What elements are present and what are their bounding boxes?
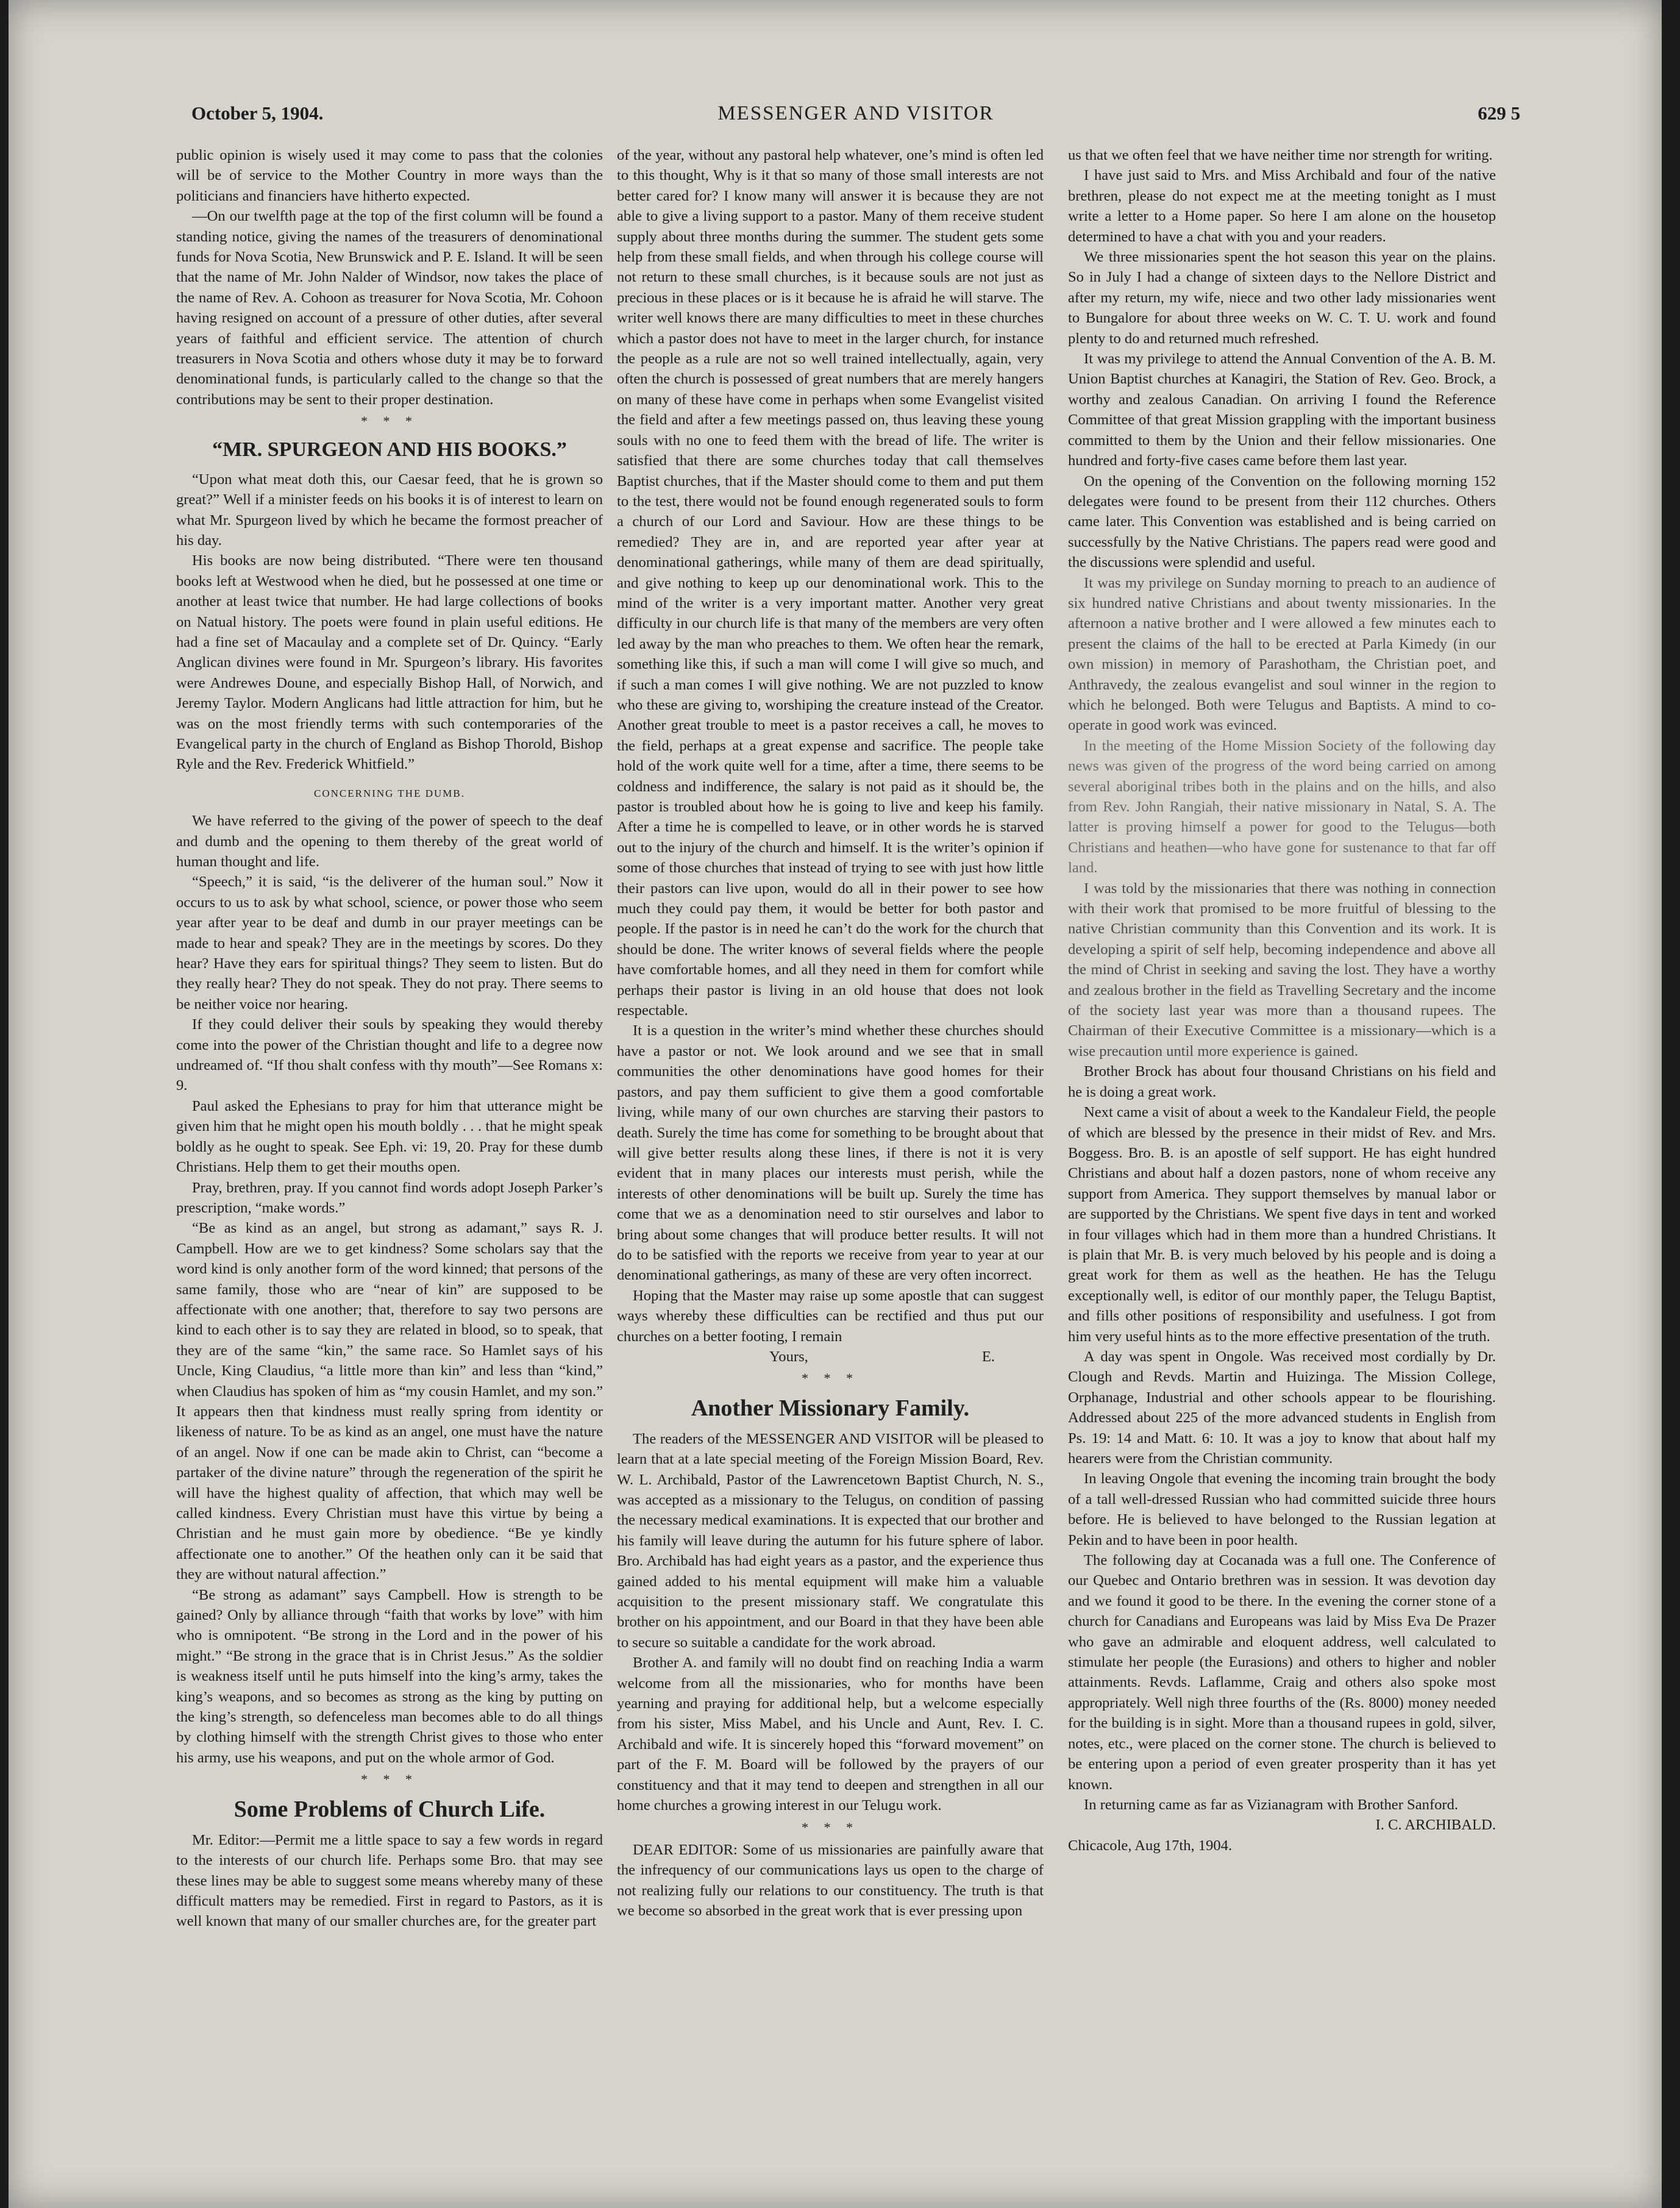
signoff-initial: E. [981, 1348, 995, 1365]
paragraph: I was told by the missionaries that there was nothing in connection with their work that promised to be more fruitful of blessing to the native Christian community than this Convention and its work. It is developing a spirit of self help, becoming independence and above all the mind of Christ in seeking and saving the lost. They have a worthy and zealous brother in the field as Travelling Secretary and the income of the society last year was more than a thousand rupees. The Chairman of their Executive Committee is a missionary—which is a wise precaution until more experience is gained. [1068, 880, 1496, 1059]
paragraph: Hoping that the Master may raise up some apostle that can suggest ways whereby these difficulties can be rectified and thus put our churches on a better footing, I remain [617, 1287, 1044, 1345]
paragraph: In leaving Ongole that evening the incoming train brought the body of a tall well-dressed Russian who had committed suicide three hours before. He is believed to have belonged to the Russian legation at Pekin and to have been in poor health. [1068, 1470, 1496, 1548]
signoff-yours: Yours, [769, 1348, 808, 1365]
paragraph: Paul asked the Ephesians to pray for him that utterance might be given him that he might open his mouth boldly . . . that he might speak boldly as he ought to speak. See Eph. vi: 19, 20. Pray for these dumb Christians. Help them to get their mouths open. [176, 1097, 603, 1176]
section-divider: * * * [361, 1772, 418, 1787]
paragraph: We have referred to the giving of the power of speech to the deaf and dumb and the opening to them thereby of the great world of human thought and life. [176, 813, 603, 870]
paragraph: Mr. Editor:—Permit me a little space to say a few words in regard to the interests of our church life. Perhaps some Bro. that may see these lines may be able to suggest some means whereby many of these difficult matters may be remedied. First in regard to Pastors, as it is well known that many of our smaller churches are, for the greater part [176, 1831, 603, 1930]
page-number: 629 5 [1478, 102, 1520, 124]
paragraph: We three missionaries spent the hot season this year on the plains. So in July I had a change of sixteen days to the Nellore District and after my return, my wife, niece and two other lady missionaries went to Bungalore for about three weeks on W. C. T. U. work and found plenty to do and returned much refreshed. [1068, 249, 1496, 347]
masthead-title: MESSENGER AND VISITOR [717, 102, 994, 124]
paragraph: On the opening of the Convention on the following morning 152 delegates were found to be present from their 112 churches. Others came later. This Convention was established and is being carried on successfully by the Native Christians. The papers read were good and the discussions were splendid and useful. [1068, 472, 1496, 571]
article-heading-spurgeon: “MR. SPURGEON AND HIS BOOKS.” [212, 438, 567, 461]
letter-dateline: Chicacole, Aug 17th, 1904. [1068, 1837, 1233, 1854]
letter-signature: I. C. ARCHIBALD. [1375, 1817, 1496, 1834]
paragraph: It is a question in the writer’s mind whether these churches should have a pastor or not. We look around and we see that in small communities the other denominations have good homes for their pastors, and pay them sufficient to give them a good comfortable living, while many of our own churches are starving their pastors to death. Surely the time has come for something to be brought about that will give better results along these lines, if there is not it is very evident that in many places our interests must perish, while the interests of other denominations will be built up. Surely the time has come that we as a denomination need to stir ourselves and labor to bring about some changes that will produce better results. It will not do to be satisfied with the reports we receive from year to year at our denominational gatherings, as many of these are very often incorrect. [617, 1022, 1044, 1284]
section-divider: * * * [802, 1370, 859, 1386]
column-3 [1068, 145, 1496, 2193]
article-heading-family: Another Missionary Family. [691, 1395, 970, 1421]
paragraph: In returning came as far as Vizianagram with Brother Sanford. [1084, 1796, 1459, 1813]
newspaper-page [9, 0, 1662, 2208]
paragraph: DEAR EDITOR: Some of us missionaries are painfully aware that the infrequency of our communications lays us open to the charge of not realizing fully our relations to our constituency. The truth is that we become so absorbed in the great work that is ever pressing upon [617, 1841, 1044, 1920]
paragraph: Brother Brock has about four thousand Christians on his field and he is doing a great work. [1068, 1063, 1496, 1100]
article-heading-problems: Some Problems of Church Life. [233, 1796, 546, 1822]
paragraph: A day was spent in Ongole. Was received most cordially by Dr. Clough and Revds. Martin and Huizinga. The Mission College, Orphanage, Industrial and other schools appear to be flourishing. Addressed about 225 of the more advanced students in English from Ps. 19: 14 and Matt. 6: 10. It was a joy to know that about half my hearers were from the Christian community. [1068, 1348, 1496, 1467]
paragraph: “Be as kind as an angel, but strong as adamant,” says R. J. Campbell. How are we to get kindness? Some scholars say that the word kind is only another form of the word kinned; that persons of the same family, those who are “near of kin” are supposed to be affectionate with one another; that, therefore to say two persons are kind to each other is to say they are related in blood, so to speak, that they are of the same “kin,” the same race. So Hamlet says of his Uncle, King Claudius, “a little more than kin” and less than “kind,” when Claudius has spoken of him as “my cousin Hamlet, and my son.” It appears then that kindness must really spring from identity or likeness of nature. To be as kind as an angel, one must have the nature of an angel. Now if one can be made akin to Christ, can “become a partaker of the divine nature” through the regeneration of the spirit he will have the highest quality of affection, that which may well be called kindness. Every Christian must have this virtue by being a Christian and he must gain more by obedience. “Be ye kindly affectionate one to another.” Of the heathen only can it be said that they are without natural affection.” [176, 1220, 603, 1583]
paragraph: I have just said to Mrs. and Miss Archibald and four of the native brethren, please do not expect me at the meeting tonight as I must write a letter to a Home paper. So here I am alone on the housetop determined to have a chat with you and your readers. [1068, 167, 1496, 245]
paragraph: If they could deliver their souls by speaking they would thereby come into the power of the Christian thought and life to a degree now undreamed of. “If thou shalt confess with thy mouth”—See Romans x: 9. [176, 1016, 603, 1094]
paragraph: of the year, without any pastoral help whatever, one’s mind is often led to this thought, Why is it that so many of those small interests are not better cared for? I know many will answer it is because they are not able to give a living support to a pastor. Many of them receive student supply about three months during the summer. The student gets some help from these small fields, and when through his college course will not return to these small churches, is it because souls are not just as precious in these places or is it because he is afraid he will starve. The writer well knows there are many difficulties to meet in these churches which a pastor does not have to meet in the larger church, for instance the people as a rule are not so well trained intellectually, again, very often the church is possessed of great numbers that are merely hangers on many of these have come in perhaps when some Evangelist visited the field and after a few meetings passed on, thus leaving these young souls with no one to feed them with the bread of life. The writer is satisfied that there are some churches today that call themselves Baptist churches, that if the Master should come to them and put them to the test, there would not be found enough regenerated souls to form a church of our Lord and Saviour. How are these things to be remedied? They are in, and are reported year after year at denominational gatherings, while many of them are dead spiritually, and give nothing to keep up our denominational work. This to the mind of the writer is a very important matter. Another very great difficulty in our church life is that many of the members are very often led away by the man who preaches to them. We often hear the remark, something like this, if such a man will come I will give so much, and if such a man comes I will give nothing. We are not puzzled to know who these are giving to, worshiping the creature instead of the Creator. Another great trouble to meet is a pastor receives a call, he moves to the field, perhaps at a great expense and sacrifice. The people take hold of the work quite well for a time, after a time, there seems to be coldness and indifference, the salary is not paid as it should be, the pastor is troubled about how he is going to live and keep his family. After a time he is compelled to leave, or in other words he is starved out to the injury of the church and himself. It is the writer’s opinion if some of those churches that instead of trying to see with just how little their pastors can live upon, would do all in their power to see how much they could pay them, it would be better for both pastor and people. If the pastor is in need he can’t do the work for the church that should be done. The writer knows of several fields where the people have comfortable homes, and all they need in them for comfort while perhaps their pastor is living in an old house that does not look respectable. [617, 147, 1044, 1019]
paragraph: us that we often feel that we have neither time nor strength for writing. [1068, 147, 1493, 163]
paragraph: Next came a visit of about a week to the Kandaleur Field, the people of which are blessed by the presence in their midst of Rev. and Mrs. Boggess. Bro. B. is an apostle of self support. He has eight hundred Christians and about half a dozen pastors, none of whom receive any support from America. They support themselves by manual labor or are supported by the Christians. We spent five days in tent and worked in four villages which had in them more than a hundred Christians. It is plain that Mr. B. is very much beloved by his people and is doing a great work for them as well as the heathen. He has the Telugu exceptionally well, is editor of our monthly paper, the Telugu Baptist, and fills other positions of responsibility and usefulness. I got from him very useful hints as to the more effective presentation of the truth. [1068, 1104, 1496, 1345]
paragraph: —On our twelfth page at the top of the first column will be found a standing notice, giving the names of the treasurers of denominational funds for Nova Scotia, New Brunswick and P. E. Island. It will be seen that the name of Mr. John Nalder of Windsor, now takes the place of the name of Rev. A. Cohoon as treasurer for Nova Scotia, Mr. Cohoon having resigned on account of a pressure of other duties, after several years of faithful and efficient service. The attention of church treasurers in Nova Scotia and others whose duty it may be to forward denominational funds, is particularly called to the change so that the contributions may be sent to their proper destination. [176, 208, 603, 408]
section-divider: * * * [361, 413, 418, 429]
paragraph: “Be strong as adamant” says Campbell. How is strength to be gained? Only by alliance through “faith that works by love” with him who is omnipotent. “Be strong in the Lord and in the power of his might.” “Be strong in the grace that is in Christ Jesus.” As the soldier is weakness itself until he puts himself into the king’s army, takes the king’s weapons, and so becomes as strong as the king by putting on the king’s strength, so defenceless man becomes able to do all things by clothing himself with the strength Christ gives to those who enter his army, use his weapons, and put on the whole armor of God. [176, 1586, 603, 1766]
subheading-dumb: CONCERNING THE DUMB. [314, 787, 465, 799]
issue-date: October 5, 1904. [191, 102, 324, 124]
paragraph: It was my privilege to attend the Annual Convention of the A. B. M. Union Baptist churches at Kanagiri, the Station of Rev. Geo. Brock, a worthy and zealous Canadian. On arriving I found the Reference Committee of that great Mission grappling with the important business committed to them by the Union and their fellow missionaries. One hundred and forty-five cases came before them last year. [1068, 351, 1496, 469]
paragraph: The readers of the MESSENGER AND VISITOR will be pleased to learn that at a late special meeting of the Foreign Mission Board, Rev. W. L. Archibald, Pastor of the Lawrencetown Baptist Church, N. S., was accepted as a missionary to the Telugus, on condition of passing the necessary medical examinations. It is expected that our brother and his family will leave during the autumn for his future sphere of labor. Bro. Archibald has had eight years as a pastor, and the experience thus gained added to his mental equipment will make him a valuable acquisition to the present missionary staff. We congratulate this brother on his appointment, and our Board in that they have been able to secure so suitable a candidate for the work abroad. [617, 1430, 1044, 1651]
column-2 [617, 145, 1044, 2193]
paragraph: It was my privilege on Sunday morning to preach to an audience of six hundred native Christians and about twenty missionaries. In the afternoon a native brother and I were allowed a few minutes each to present the claims of the hall to be erected at Parla Kimedy (in our own mission) in memory of Parashotham, the Christian poet, and Anthravedy, the zealous evangelist and soul winner in the region to which he belonged. Both were Telugus and Baptists. A mind to co-operate in good work was evinced. [1068, 574, 1496, 734]
paragraph: Brother A. and family will no doubt find on reaching India a warm welcome from all the missionaries, who for months have been yearning and praying for additional help, but a welcome especially from his sister, Miss Mabel, and his Uncle and Aunt, Rev. I. C. Archibald and wife. It is sincerely hoped this “forward movement” on part of the F. M. Board will be followed by the prayers of our constituency and that it may tend to deepen and strengthen in all our home churches a growing interest in our Telugu work. [617, 1654, 1044, 1814]
paragraph: “Upon what meat doth this, our Caesar feed, that he is grown so great?” Well if a minister feeds on his books it is of interest to learn on what Mr. Spurgeon lived by which he became the formost preacher of his day. [176, 471, 603, 549]
page-header [191, 102, 1520, 139]
paragraph: public opinion is wisely used it may come to pass that the colonies will be of service to the Mother Country in more ways than the politicians and financiers have hitherto expected. [176, 147, 603, 204]
paragraph: In the meeting of the Home Mission Society of the following day news was given of the progress of the word being carried on among several aboriginal tribes both in the plains and on the hills, and also from Rev. John Rangiah, their native missionary in Natal, S. A. The latter is proving himself a power for good to the Telugus—both Christians and heathen—who have gone for sustenance to that far off land. [1068, 737, 1496, 877]
section-divider: * * * [802, 1819, 859, 1835]
letter-signoff [617, 1347, 1044, 1367]
paragraph: “Speech,” it is said, “is the deliverer of the human soul.” Now it occurs to us to ask by what school, science, or power those who seem year after year to be deaf and dumb in our prayer meetings can be made to hear and speak? They are in the meetings by scores. Do they hear? Have they ears for spiritual things? They seem to listen. But do they really hear? They do not speak. They do not pray. There seems to be neither voice nor hearing. [176, 874, 603, 1013]
paragraph: His books are now being distributed. “There were ten thousand books left at Westwood when he died, but he possessed at one time or another at least twice that number. He had large collections of books on Natual history. The poets were found in plain useful editions. He had a fine set of Macaulay and a complete set of Dr. Quincy. “Early Anglican divines were found in Mr. Spurgeon’s library. His favorites were Andrewes Doune, and especially Bishop Hall, of Norwich, and Jeremy Taylor. Modern Anglicans had little attraction for him, but he was on the most friendly terms with such contemporaries of the Evangelical party in the church of England as Bishop Thorold, Bishop Ryle and the Rev. Frederick Whitfield.” [176, 552, 603, 773]
column-1 [176, 145, 603, 2193]
paragraph: Pray, brethren, pray. If you cannot find words adopt Joseph Parker’s prescription, “make words.” [176, 1179, 603, 1216]
paragraph: The following day at Cocanada was a full one. The Conference of our Quebec and Ontario brethren was in session. It was devotion day and we found it good to be there. In the evening the corner stone of a church for Canadians and Europeans was laid by Miss Eva De Prazer who gave an admirable and eloquent address, well calculated to stimulate her people (the Eurasions) and others to higher and nobler attainments. Revds. Laflamme, Craig and others also spoke most appropriately. Well nigh three fourths of the (Rs. 8000) money needed for the building is in sight. More than a thousand rupees in gold, silver, notes, etc., were placed on the corner stone. The church is believed to be entering upon a period of even greater prosperity than it has yet known. [1068, 1552, 1496, 1793]
